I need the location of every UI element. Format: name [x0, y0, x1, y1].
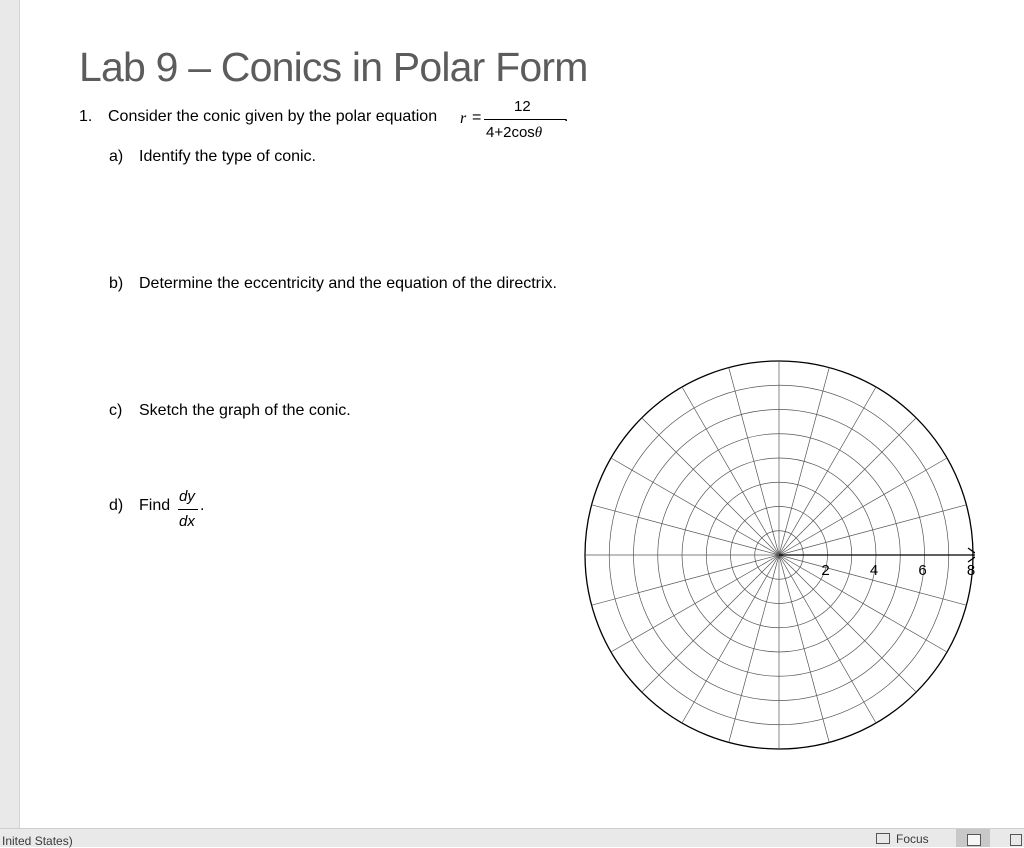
- grid-spoke: [729, 368, 779, 555]
- question-number: 1.: [79, 108, 93, 125]
- derivative-denominator: dx: [179, 513, 195, 530]
- grid-spoke: [779, 555, 879, 723]
- part-text: Sketch the graph of the conic.: [139, 402, 351, 419]
- print-layout-icon: [967, 834, 981, 846]
- part-d-text: Find: [139, 497, 171, 514]
- grid-spoke: [779, 505, 966, 555]
- part-label: c): [109, 402, 123, 419]
- grid-spoke: [592, 505, 779, 555]
- fraction-bar: [484, 119, 566, 120]
- axis-tick-label: 4: [869, 562, 879, 579]
- grid-spoke: [642, 555, 779, 692]
- grid-spoke: [779, 418, 916, 555]
- language-indicator[interactable]: Inited States): [2, 834, 73, 848]
- denominator-prefix: 4+2cos: [486, 124, 535, 141]
- derivative-fraction-bar: [178, 509, 198, 510]
- document-page[interactable]: [20, 0, 1024, 828]
- grid-spoke: [611, 555, 779, 652]
- derivative-numerator: dy: [179, 488, 195, 505]
- print-layout-view-button[interactable]: [956, 829, 990, 847]
- web-layout-view-button[interactable]: [1010, 834, 1022, 846]
- focus-label: Focus: [896, 832, 929, 846]
- part-label: a): [109, 148, 124, 165]
- part-c: [109, 402, 351, 420]
- part-d: [109, 497, 139, 515]
- grid-spoke: [779, 458, 947, 555]
- document-title: Lab 9 – Conics in Polar Form: [79, 44, 588, 90]
- question-text: Consider the conic given by the polar equation: [108, 108, 438, 125]
- axis-tick-label: 8: [966, 562, 975, 579]
- equation-lhs: r: [460, 110, 467, 127]
- grid-spoke: [682, 387, 779, 555]
- grid-spoke: [642, 418, 779, 555]
- part-a: [109, 148, 316, 166]
- part-b: [109, 275, 557, 293]
- part-text: Identify the type of conic.: [139, 148, 316, 165]
- grid-spoke: [779, 555, 829, 742]
- equation-numerator: 12: [514, 98, 531, 115]
- part-label: b): [109, 275, 124, 292]
- grid-spoke: [779, 368, 829, 555]
- polar-grid-graph: [583, 357, 975, 753]
- focus-icon: [876, 833, 890, 844]
- axis-tick-label: 2: [821, 562, 830, 579]
- grid-spoke: [779, 555, 916, 692]
- denominator-theta: θ: [534, 125, 543, 141]
- axis-tick-label: 6: [918, 562, 927, 579]
- grid-spoke: [592, 555, 779, 605]
- question-1: [79, 108, 437, 126]
- equation-denominator: [486, 124, 542, 142]
- part-text: Determine the eccentricity and the equation of the directrix.: [139, 275, 557, 292]
- focus-button[interactable]: [876, 832, 929, 846]
- derivative-period: .: [200, 497, 205, 514]
- status-bar: [0, 828, 1024, 847]
- equation-equals: =: [472, 109, 482, 126]
- grid-spoke: [682, 555, 779, 723]
- grid-spoke: [729, 555, 779, 742]
- grid-spoke: [611, 458, 779, 555]
- grid-spoke: [779, 387, 876, 555]
- part-label: d): [109, 497, 124, 514]
- left-margin: [0, 0, 20, 828]
- equation-period: .: [564, 108, 569, 125]
